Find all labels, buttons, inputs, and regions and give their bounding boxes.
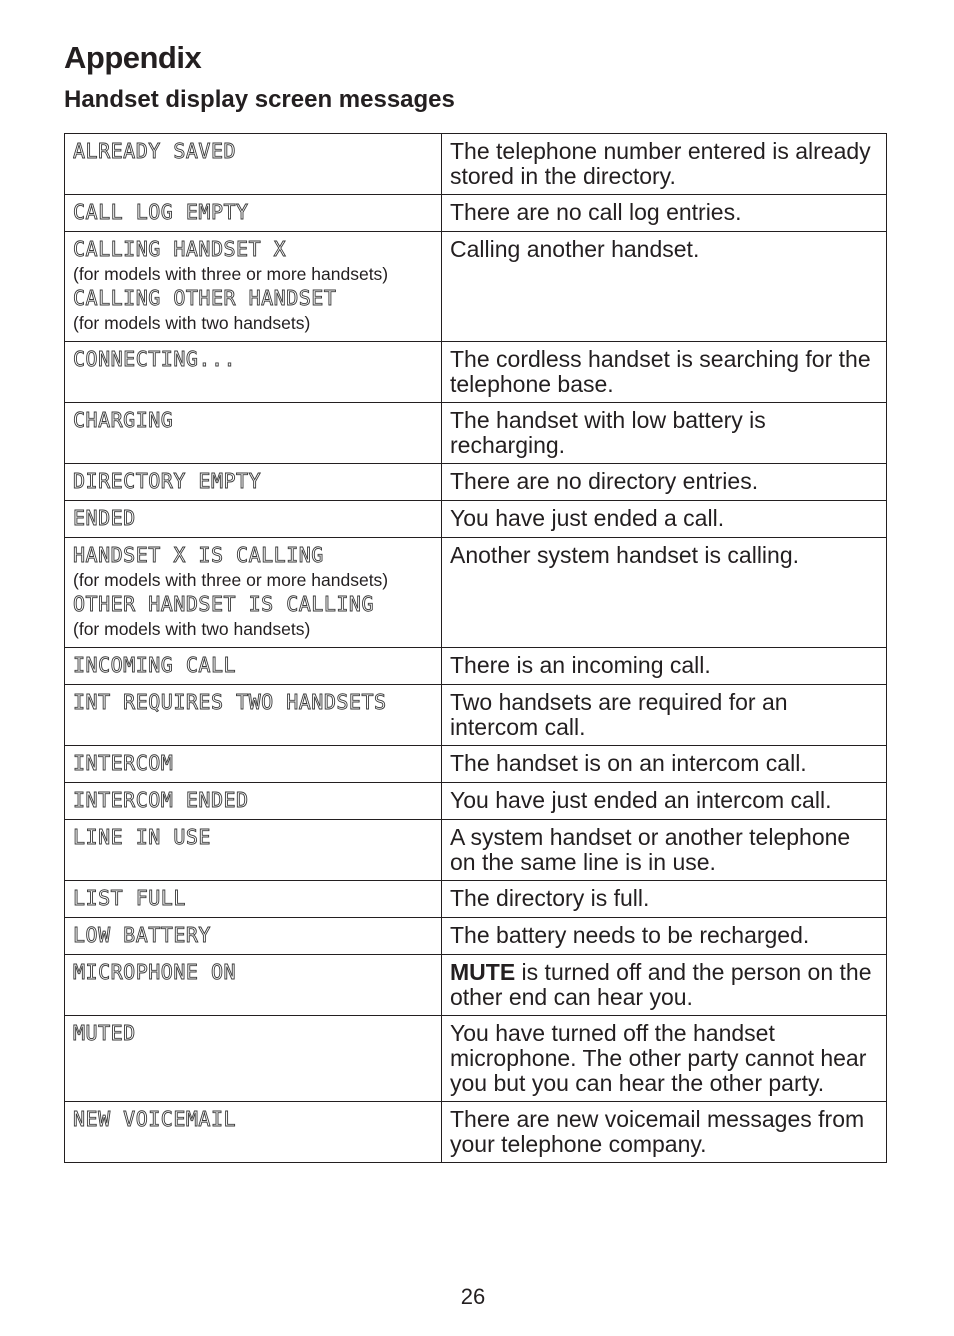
message-description: There are new voicemail messages from your telephone company. [450, 1106, 865, 1157]
display-cell [65, 195, 442, 232]
display-message: MICROPHONE ON [73, 960, 237, 984]
table-row [65, 403, 887, 464]
display-message: CALL LOG EMPTY [73, 200, 249, 224]
table-row [65, 195, 887, 232]
display-message: DIRECTORY EMPTY [73, 469, 262, 493]
message-description: There are no call log entries. [450, 199, 742, 225]
message-description: The handset is on an intercom call. [450, 750, 807, 776]
description-cell [442, 464, 887, 501]
table-row [65, 342, 887, 403]
description-cell [442, 955, 887, 1016]
display-cell [65, 918, 442, 955]
display-message: CALLING HANDSET X [73, 237, 287, 261]
table-row [65, 685, 887, 746]
model-note: (for models with two handsets) [73, 313, 311, 333]
description-cell [442, 342, 887, 403]
message-description: The directory is full. [450, 885, 650, 911]
table-row [65, 881, 887, 918]
display-message: MUTED [73, 1021, 136, 1045]
display-message: INT REQUIRES TWO HANDSETS [73, 690, 387, 714]
display-cell [65, 685, 442, 746]
message-description: The cordless handset is searching for the telephone base. [450, 346, 871, 397]
display-cell [65, 1102, 442, 1163]
display-cell [65, 820, 442, 881]
display-message: CALLING OTHER HANDSET [73, 286, 337, 310]
message-description: You have turned off the handset microphone. The other party cannot hear you but you can hear the other party. [450, 1020, 867, 1096]
page-title: Appendix [64, 40, 202, 75]
model-note: (for models with three or more handsets) [73, 570, 389, 590]
display-message: INTERCOM ENDED [73, 788, 249, 812]
display-cell [65, 881, 442, 918]
description-cell [442, 918, 887, 955]
table-row [65, 538, 887, 648]
description-cell [442, 538, 887, 648]
message-description: The battery needs to be recharged. [450, 922, 810, 948]
description-cell [442, 1016, 887, 1102]
mute-key-label: MUTE [450, 959, 516, 985]
display-cell [65, 746, 442, 783]
table-row [65, 648, 887, 685]
table-row [65, 232, 887, 342]
description-cell [442, 1102, 887, 1163]
display-cell [65, 342, 442, 403]
message-description: Two handsets are required for an intercom call. [450, 689, 788, 740]
message-description: Calling another handset. [450, 236, 700, 262]
description-cell [442, 648, 887, 685]
page-number: 26 [460, 1284, 486, 1309]
display-message: ENDED [73, 506, 136, 530]
table-row [65, 134, 887, 195]
message-description: There is an incoming call. [450, 652, 711, 678]
table-row [65, 955, 887, 1016]
display-message: LIST FULL [73, 886, 186, 910]
display-message: HANDSET X IS CALLING [73, 543, 324, 567]
display-cell [65, 648, 442, 685]
model-note: (for models with two handsets) [73, 619, 311, 639]
display-cell [65, 464, 442, 501]
display-message: ALREADY SAVED [73, 139, 237, 163]
description-cell [442, 881, 887, 918]
table-row [65, 820, 887, 881]
display-message: CONNECTING... [73, 347, 237, 371]
description-cell [442, 820, 887, 881]
display-cell [65, 1016, 442, 1102]
table-row [65, 746, 887, 783]
message-description: Another system handset is calling. [450, 542, 800, 568]
display-message: LOW BATTERY [73, 923, 211, 947]
display-message: INCOMING CALL [73, 653, 237, 677]
display-message: CHARGING [73, 408, 174, 432]
description-cell [442, 501, 887, 538]
message-description: A system handset or another telephone on the same line is in use. [450, 824, 851, 875]
section-subtitle: Handset display screen messages [64, 86, 455, 113]
table-row [65, 783, 887, 820]
table-row [65, 1102, 887, 1163]
description-cell [442, 685, 887, 746]
description-cell [442, 134, 887, 195]
display-message: LINE IN USE [73, 825, 211, 849]
display-cell [65, 538, 442, 648]
model-note: (for models with three or more handsets) [73, 264, 389, 284]
table-row [65, 501, 887, 538]
message-description: You have just ended an intercom call. [450, 787, 832, 813]
description-cell [442, 195, 887, 232]
table-row [65, 1016, 887, 1102]
message-description: You have just ended a call. [450, 505, 725, 531]
message-description: There are no directory entries. [450, 468, 759, 494]
display-cell [65, 134, 442, 195]
display-message: OTHER HANDSET IS CALLING [73, 592, 374, 616]
description-cell [442, 783, 887, 820]
table-row [65, 464, 887, 501]
message-description: The telephone number entered is already stored in the directory. [450, 138, 871, 189]
display-cell [65, 501, 442, 538]
display-cell [65, 783, 442, 820]
display-cell [65, 403, 442, 464]
description-cell [442, 232, 887, 342]
display-cell [65, 955, 442, 1016]
display-message: NEW VOICEMAIL [73, 1107, 237, 1131]
table-row [65, 918, 887, 955]
display-message: INTERCOM [73, 751, 174, 775]
description-cell [442, 403, 887, 464]
message-description-rest: is turned off and the person on the other end can hear you. [450, 959, 872, 1010]
description-cell [442, 746, 887, 783]
display-cell [65, 232, 442, 342]
message-description: The handset with low battery is recharging. [450, 407, 766, 458]
message-description [450, 960, 878, 1010]
messages-table [64, 133, 887, 1163]
